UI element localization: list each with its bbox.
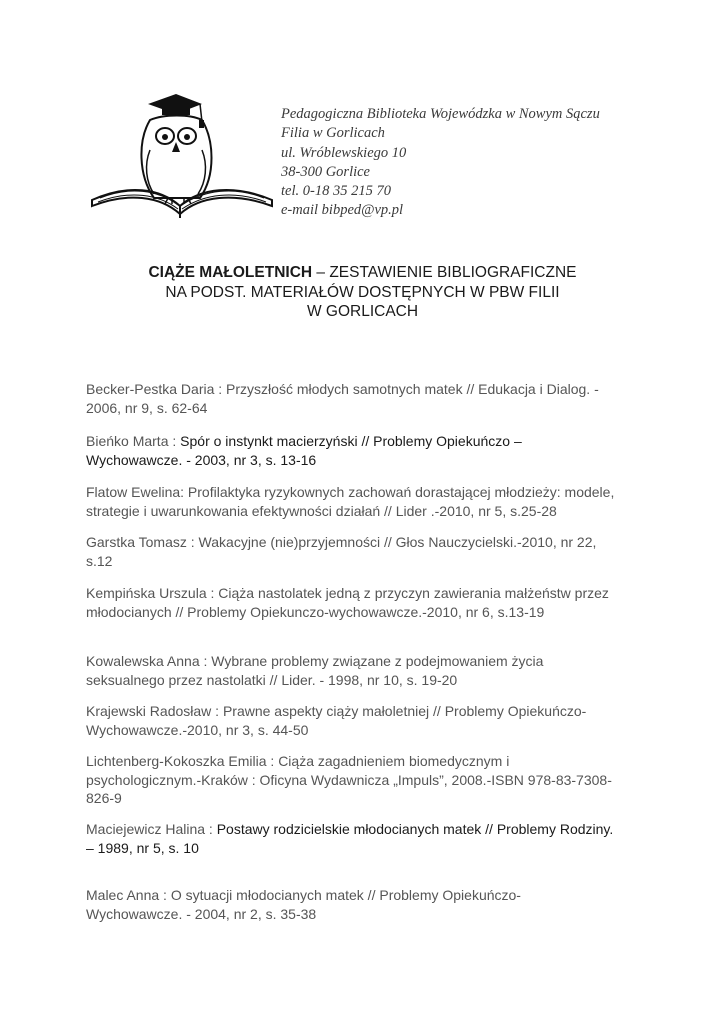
entry-line: psychologicznym.-Kraków : Oficyna Wydawnicza „Impuls”, 2008.-ISBN 978-83-7308- [86, 771, 612, 788]
entry-title: Postawy rodzicielskie młodocianych matek // Problemy Rodziny. [216, 821, 614, 837]
postal-city: 38-300 Gorlice [281, 163, 370, 180]
title-rest: – ZESTAWIENIE BIBLIOGRAFICZNE [312, 264, 577, 281]
entry-line: strategie i uwarunkowania efektywności działań // Lider .-2010, nr 5, s.25-28 [86, 502, 557, 519]
title-line-1 [0, 263, 725, 283]
entry-line: Flatow Ewelina: Profilaktyka ryzykownych zachowań dorastającej młodzieży: modele, [86, 484, 615, 500]
title-line-2: NA PODST. MATERIAŁÓW DOSTĘPNYCH W PBW FILII [165, 283, 560, 301]
library-owl-logo [88, 90, 278, 225]
title-bold: CIĄŻE MAŁOLETNICH [148, 264, 313, 281]
entry-line: s.12 [86, 552, 113, 569]
phone-number: tel. 0-18 35 215 70 [281, 183, 391, 200]
entry-line: Krajewski Radosław : Prawne aspekty ciąży małoletniej // Problemy Opiekuńczo- [86, 703, 587, 719]
entry-line: – 1989, nr 5, s. 10 [86, 839, 199, 856]
bibliography-entry [86, 380, 646, 417]
bibliography-entry [86, 652, 646, 689]
bibliography-entry [86, 432, 646, 469]
owl-on-book-icon [88, 90, 278, 225]
street-address: ul. Wróblewskiego 10 [281, 144, 407, 161]
entry-line [86, 432, 646, 451]
entry-line: Wychowawcze. - 2004, nr 2, s. 35-38 [86, 905, 317, 922]
entry-line: Becker-Pestka Daria : Przyszłość młodych samotnych matek // Edukacja i Dialog. - [86, 381, 599, 397]
bibliography-entry [86, 702, 646, 739]
entry-line: 826-9 [86, 790, 122, 806]
library-name: Pedagogiczna Biblioteka Wojewódzka w Nowym Sączu [281, 106, 600, 122]
bibliography-entry [86, 820, 646, 857]
entry-line: Malec Anna : O sytuacji młodocianych matek // Problemy Opiekuńczo- [86, 887, 521, 903]
document-title [0, 263, 725, 322]
entry-line: Garstka Tomasz : Wakacyjne (nie)przyjemności // Głos Nauczycielski.-2010, nr 22, [86, 534, 597, 550]
entry-author: Maciejewicz Halina : [86, 821, 217, 837]
entry-line: młodocianych // Problemy Opiekunczo-wychowawcze.-2010, nr 6, s.13-19 [86, 603, 545, 620]
title-line-3: W GORLICACH [306, 303, 419, 320]
entry-line: 2006, nr 9, s. 62-64 [86, 399, 208, 416]
bibliography-entry [86, 886, 646, 923]
library-address-block [281, 105, 600, 221]
entry-line: Lichtenberg-Kokoszka Emilia : Ciąża zagadnieniem biomedycznym i [86, 753, 510, 769]
email-address: e-mail bibped@vp.pl [281, 202, 404, 219]
bibliography-entry [86, 584, 646, 621]
entry-line: seksualnego przez nastolatki // Lider. - 1998, nr 10, s. 19-20 [86, 671, 458, 688]
entry-line: Wychowawcze.-2010, nr 3, s. 44-50 [86, 721, 309, 738]
bibliography-entry [86, 483, 646, 520]
entry-line [86, 820, 646, 839]
entry-author: Bieńko Marta : [86, 433, 181, 449]
entry-line: Kempińska Urszula : Ciąża nastolatek jedną z przyczyn zawierania małżeństw przez [86, 585, 609, 601]
bibliography-entry [86, 752, 646, 808]
entry-line: Kowalewska Anna : Wybrane problemy związane z podejmowaniem życia [86, 653, 544, 669]
bibliography-entry [86, 533, 646, 570]
entry-title: Spór o instynkt macierzyński // Problemy Opiekuńczo – [180, 433, 522, 449]
branch-name: Filia w Gorlicach [281, 125, 385, 142]
entry-line: Wychowawcze. - 2003, nr 3, s. 13-16 [86, 451, 317, 468]
